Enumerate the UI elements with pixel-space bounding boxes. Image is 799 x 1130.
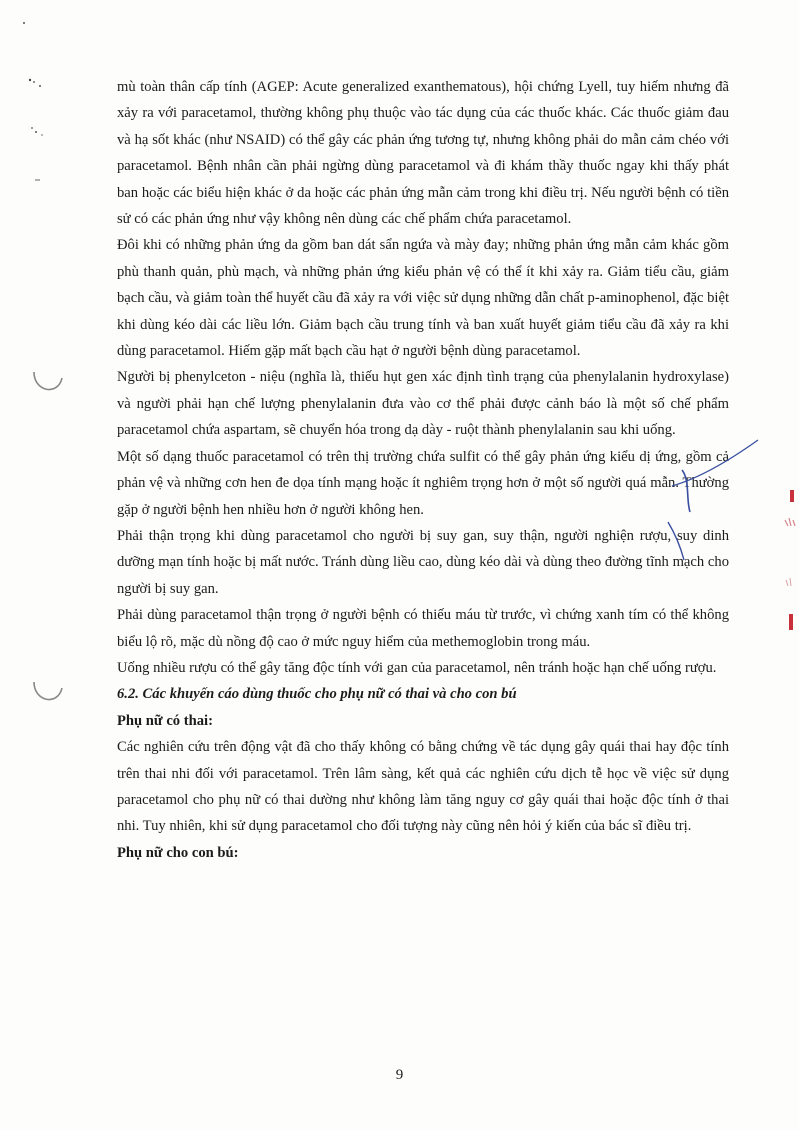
paragraph-pregnant: Các nghiên cứu trên động vật đã cho thấy không có bằng chứng về tác dụng gây quái thai hay độc tính trên thai nhi đối với paracetamol. Trên lâm sàng, kết quả các nghiên cứu dịch tễ học về việc sử dụng paracetamol cho phụ nữ có thai dường như không làm tăng nguy cơ gây quái thai hoặc độc tính ở thai nhi. Tuy nhiên, khi sử dụng paracetamol cho đối tượng này cũng nên hỏi ý kiến của bác sĩ điều trị. <box>117 739 729 835</box>
paragraph-phenylketonuria: Người bị phenylceton - niệu (nghĩa là, thiếu hụt gen xác định tình trạng của phenylalanin hydroxylase) và người phải hạn chế lượng phenylalanin đưa vào cơ thể phải được cảnh báo là một số chế phẩm paracetamol chứa aspartam, sẽ chuyển hóa trong dạ dày - ruột thành phenylalanin sau khi uống. <box>117 369 729 439</box>
subheading-pregnant: Phụ nữ có thai: <box>117 712 213 729</box>
paragraph-agep: mù toàn thân cấp tính (AGEP: Acute generalized exanthematous), hội chứng Lyell, tuy hiếm nhưng đã xảy ra với paracetamol, thường không phụ thuộc vào tác dụng của các thuốc khác. Các thuốc giảm đau và hạ sốt khác (như NSAID) có thể gây các phản ứng tương tự, nhưng không phải do mẫn cảm chéo với paracetamol. Bệnh nhân cần phải ngừng dùng paracetamol và đi khám thầy thuốc ngay khi thấy phát ban hoặc các biểu hiện khác ở da hoặc các phản ứng mẫn cảm trong khi điều trị. Nếu người bệnh có tiền sử có các phản ứng như vậy không nên dùng các chế phẩm chứa paracetamol. <box>117 79 729 228</box>
paragraph-anemia: Phải dùng paracetamol thận trọng ở người bệnh có thiếu máu từ trước, vì chứng xanh tím có thể không biểu lộ rõ, mặc dù nồng độ cao ở mức nguy hiểm của methemoglobin trong máu. <box>117 607 729 650</box>
paragraph-skin-reactions: Đôi khi có những phản ứng da gồm ban dát sẩn ngứa và mày đay; những phản ứng mẫn cảm khác gồm phù thanh quản, phù mạch, và những phản ứng kiểu phản vệ có thể ít khi xảy ra. Giảm tiểu cầu, giảm bạch cầu, và giảm toàn thể huyết cầu đã xảy ra với việc sử dụng những dẫn chất p-aminophenol, đặc biệt khi dùng kéo dài các liều lớn. Giảm bạch cầu trung tính và ban xuất huyết giảm tiểu cầu đã xảy ra khi dùng paracetamol. Hiếm gặp mất bạch cầu hạt ở người bệnh dùng paracetamol. <box>117 237 729 360</box>
document-body <box>117 74 729 866</box>
paragraph-liver-caution: Phải thận trọng khi dùng paracetamol cho người bị suy gan, suy thận, người nghiện rượu, suy dinh dưỡng mạn tính hoặc bị mất nước. Tránh dùng liều cao, dùng kéo dài và dùng theo đường tĩnh mạch cho người bị suy gan. <box>117 527 729 597</box>
scan-speck-marks <box>20 20 60 190</box>
paragraph-sulfite: Một số dạng thuốc paracetamol có trên thị trường chứa sulfit có thể gây phản ứng kiểu dị ứng, gồm cả phản vệ và những cơn hen đe dọa tính mạng hoặc ít nghiêm trọng hơn ở một số người quá mẫn. Thường gặp ở người bệnh hen nhiều hơn ở người không hen. <box>117 448 729 518</box>
page-number: 9 <box>395 1067 404 1083</box>
subheading-breastfeeding: Phụ nữ cho con bú: <box>117 844 239 861</box>
punch-hole-mark-upper <box>28 366 68 406</box>
red-stamp-edge-marks <box>780 480 799 650</box>
paragraph-alcohol: Uống nhiều rượu có thể gây tăng độc tính với gan của paracetamol, nên tránh hoặc hạn chế uống rượu. <box>117 659 717 676</box>
section-heading-pregnancy: 6.2. Các khuyến cáo dùng thuốc cho phụ nữ có thai và cho con bú <box>117 686 517 703</box>
punch-hole-mark-lower <box>28 676 68 716</box>
